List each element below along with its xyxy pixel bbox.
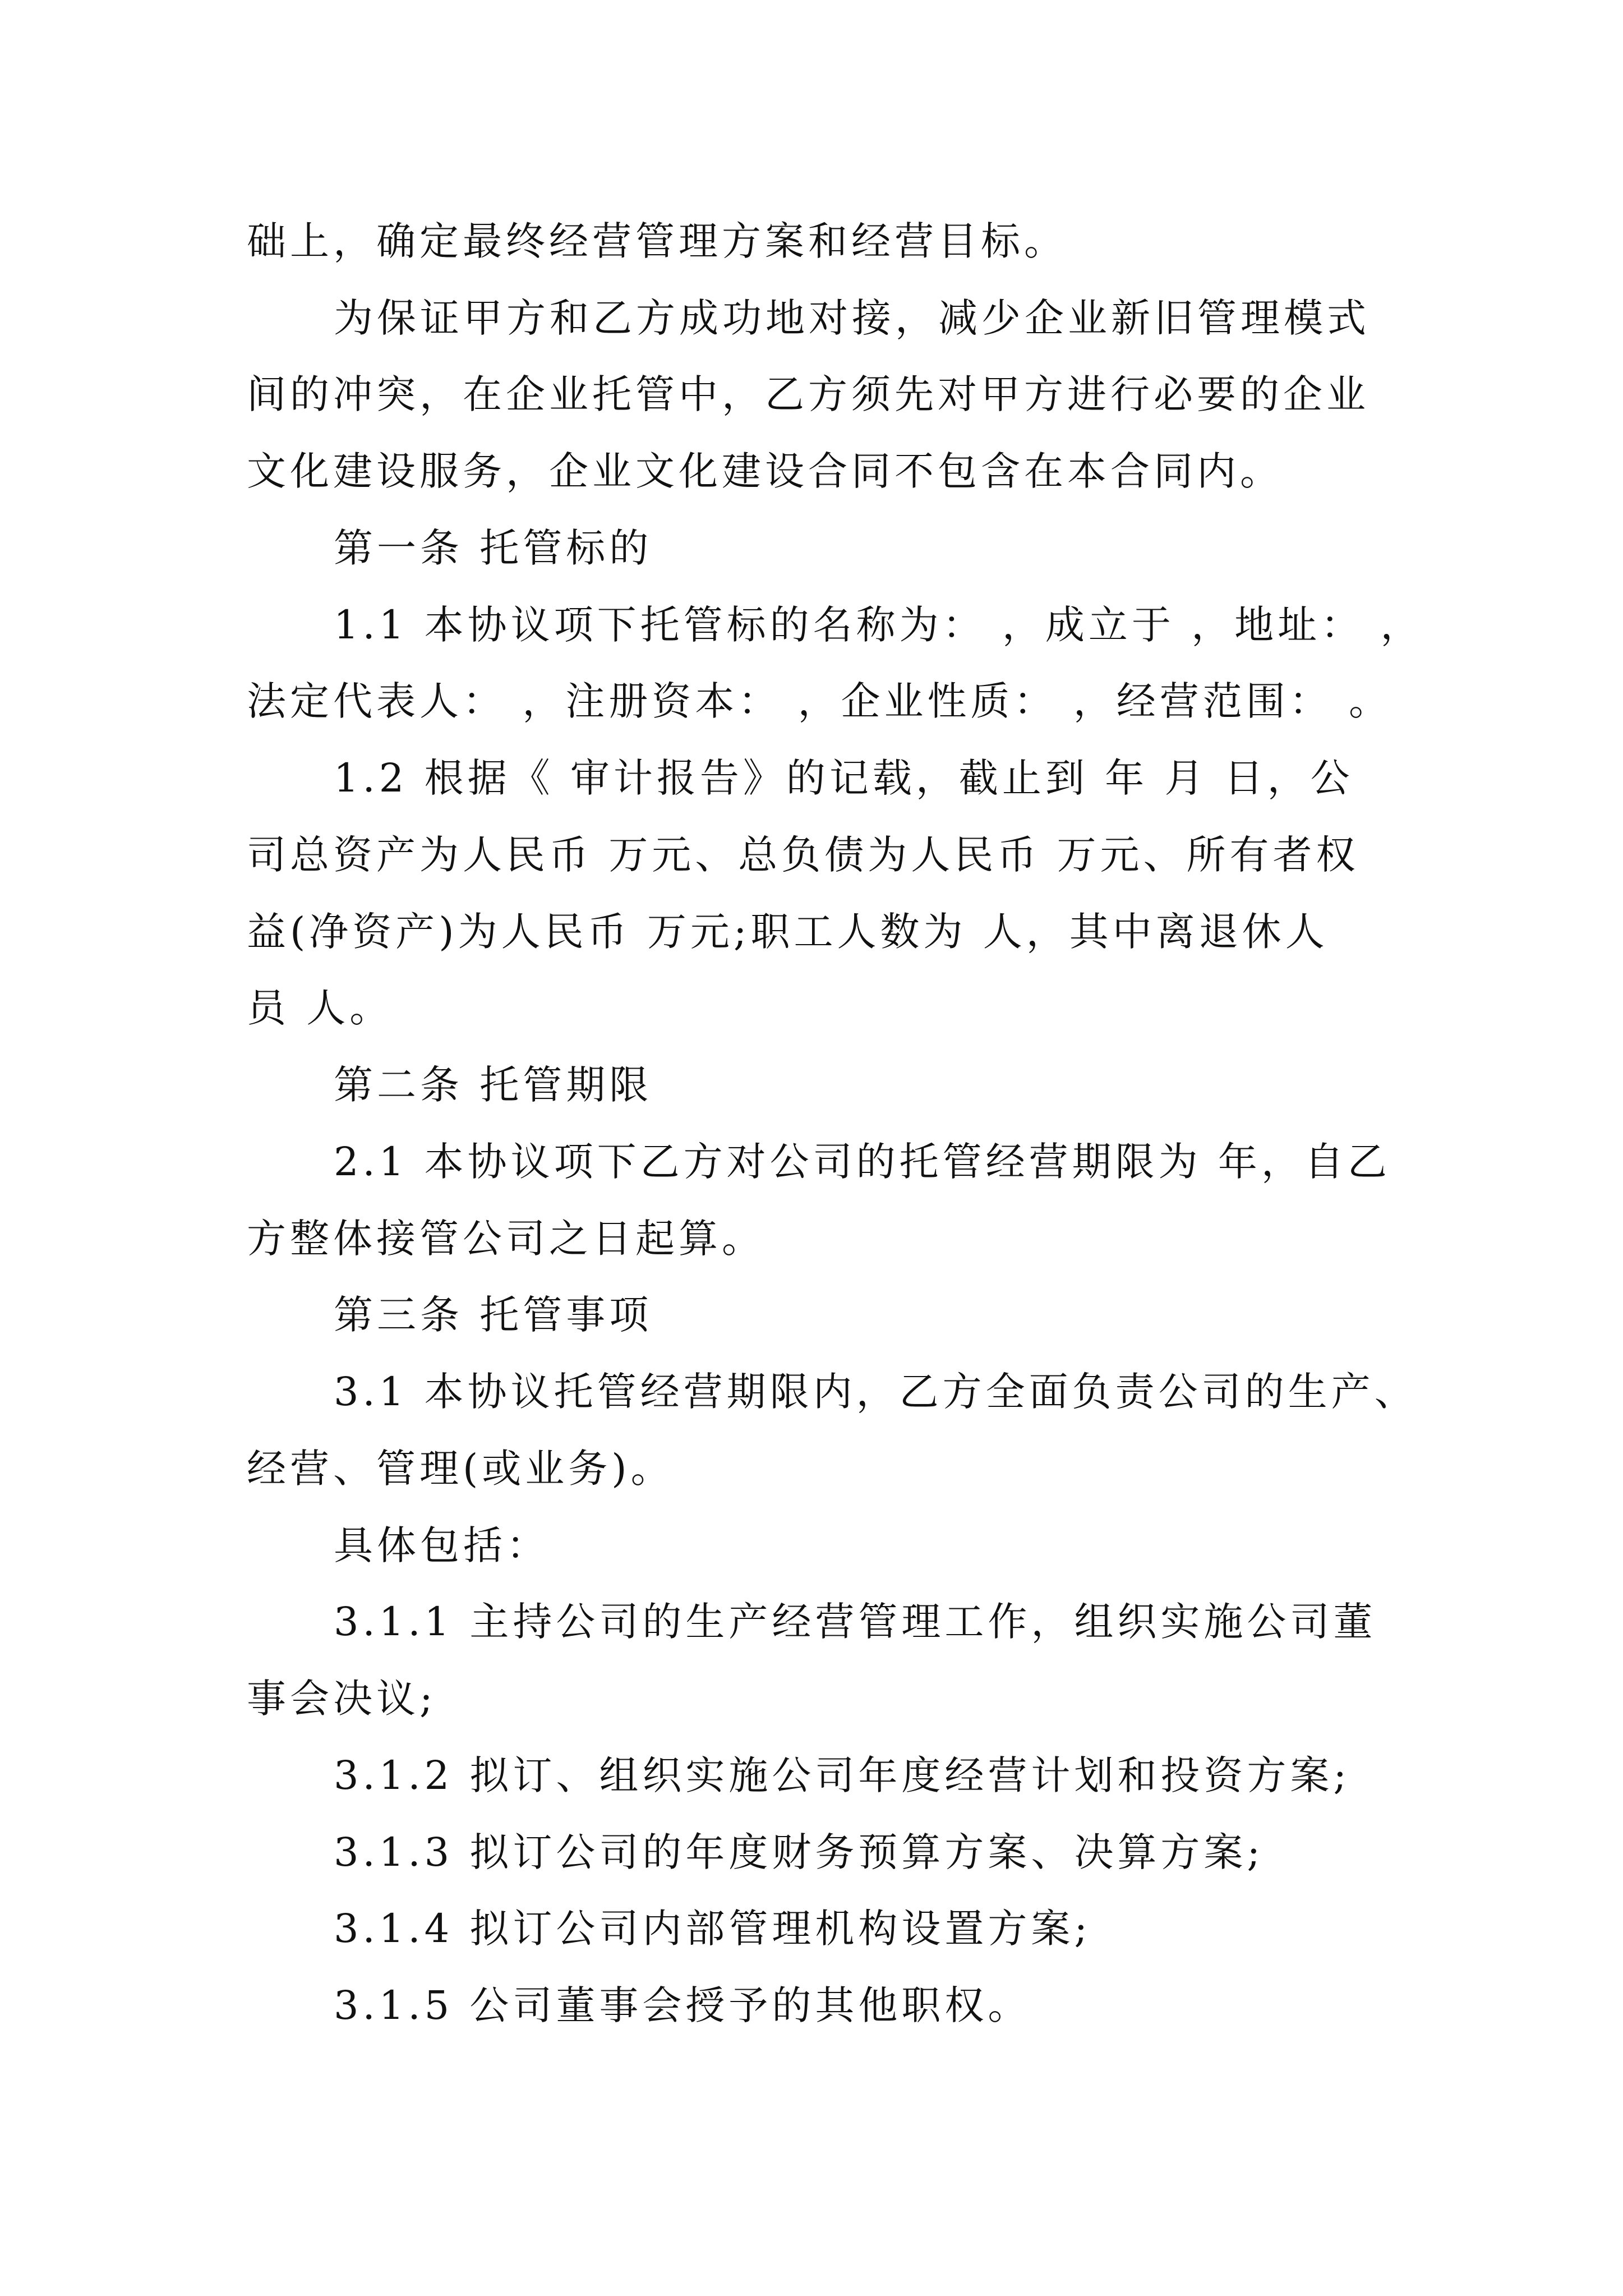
text-line: 2.1 本协议项下乙方对公司的托管经营期限为 年，自乙 [334,1139,1391,1185]
text-line: 3.1.3 拟订公司的年度财务预算方案、决算方案; [334,1829,1264,1875]
text-line: 法定代表人： ，注册资本： ，企业性质： ，经营范围： 。 [247,678,1393,724]
text-line: 3.1 本协议托管经营期限内，乙方全面负责公司的生产、 [334,1369,1418,1415]
text-line: 方整体接管公司之日起算。 [247,1216,765,1262]
text-line: 事会决议; [247,1676,437,1722]
text-line: 经营、管理(或业务)。 [247,1446,674,1492]
text-line: 础上，确定最终经营管理方案和经营目标。 [247,218,1067,264]
text-line: 1.2 根据《 审计报告》的记载，截止到 年 月 日，公 [334,755,1354,801]
section-heading: 第三条 托管事项 [334,1292,653,1338]
section-heading: 第一条 托管标的 [334,525,653,571]
text-line: 具体包括： [334,1522,550,1568]
text-line: 员 人。 [247,985,393,1031]
text-line: 益(净资产)为人民币 万元;职工人数为 人，其中离退休人 [247,909,1329,955]
text-line: 间的冲突，在企业托管中，乙方须先对甲方进行必要的企业 [247,371,1370,417]
text-line: 1.1 本协议项下托管标的名称为： ，成立于 ，地址： ， [334,602,1424,648]
text-line: 3.1.4 拟订公司内部管理机构设置方案; [334,1906,1091,1952]
text-line: 文化建设服务，企业文化建设合同不包含在本合同内。 [247,448,1283,494]
text-line: 为保证甲方和乙方成功地对接，减少企业新旧管理模式 [334,295,1370,341]
text-line: 司总资产为人民币 万元、总负债为人民币 万元、所有者权 [247,832,1359,878]
text-line: 3.1.2 拟订、组织实施公司年度经营计划和投资方案; [334,1752,1350,1798]
text-line: 3.1.5 公司董事会授予的其他职权。 [334,1982,1031,2028]
text-line: 3.1.1 主持公司的生产经营管理工作，组织实施公司董 [334,1599,1377,1645]
section-heading: 第二条 托管期限 [334,1062,653,1108]
